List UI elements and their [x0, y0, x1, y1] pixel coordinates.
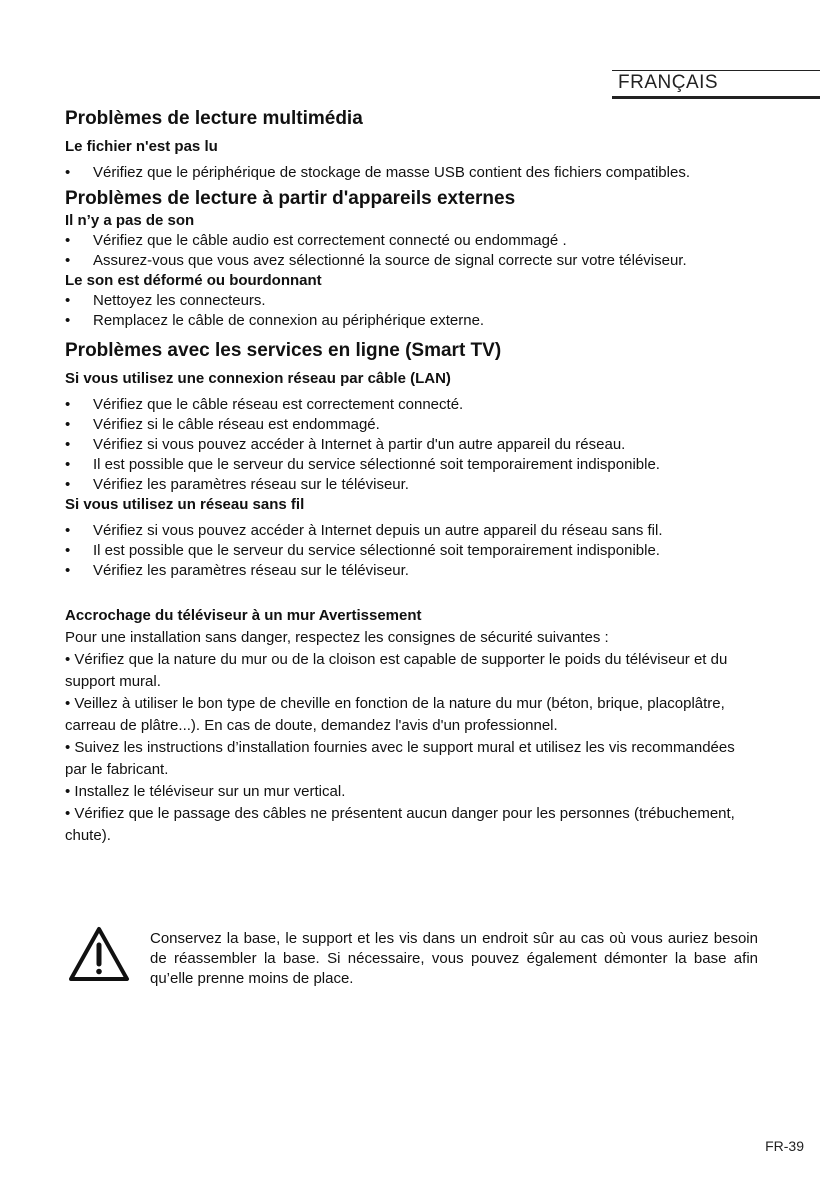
wall-mount-line: • Suivez les instructions d’installation fournies avec le support mural et utilisez les vis recommandées par le fabricant.: [65, 739, 735, 778]
list-item: • Vérifiez que le périphérique de stockage de masse USB contient des fichiers compatibles.: [65, 163, 757, 183]
list-item: • Vérifiez que le câble réseau est correctement connecté.: [65, 395, 757, 415]
section-title-online: Problèmes avec les services en ligne (Smart TV): [65, 340, 502, 361]
wall-mount-section: [65, 605, 757, 847]
list-distorted-sound: [65, 291, 757, 331]
section-title-multimedia: Problèmes de lecture multimédia: [65, 108, 363, 129]
list-item: • Vérifiez les paramètres réseau sur le téléviseur.: [65, 475, 757, 495]
list-item: • Vérifiez si le câble réseau est endommagé.: [65, 415, 757, 435]
document-body: [65, 107, 757, 847]
subsection-file-not-read: Le fichier n'est pas lu: [65, 138, 218, 155]
subsection-lan: Si vous utilisez une connexion réseau par câble (LAN): [65, 370, 451, 387]
warning-text: Conservez la base, le support et les vis dans un endroit sûr au cas où vous auriez besoin de réassembler la base. Si nécessaire, vous pouvez également démonter la base afin qu’elle prenne moins de place.: [150, 930, 758, 987]
list-item: • Il est possible que le serveur du service sélectionné soit temporairement indisponible.: [65, 455, 757, 475]
language-label: FRANÇAIS: [618, 72, 719, 93]
list-item: • Nettoyez les connecteurs.: [65, 291, 757, 311]
list-item: • Vérifiez si vous pouvez accéder à Internet depuis un autre appareil du réseau sans fil.: [65, 521, 757, 541]
list-item: • Remplacez le câble de connexion au périphérique externe.: [65, 311, 757, 331]
page-number: FR-39: [765, 1138, 804, 1154]
section-title-external: Problèmes de lecture à partir d'appareils externes: [65, 188, 516, 209]
list-file-not-read: [65, 163, 757, 183]
warning-triangle-icon: [68, 926, 130, 982]
wall-mount-title: Accrochage du téléviseur à un mur Avertissement: [65, 607, 422, 624]
header-rule-top: [612, 70, 820, 71]
subsection-no-sound: Il n’y a pas de son: [65, 212, 195, 229]
wall-mount-intro: Pour une installation sans danger, respectez les consignes de sécurité suivantes :: [65, 629, 609, 646]
subsection-wireless: Si vous utilisez un réseau sans fil: [65, 496, 305, 513]
list-item: • Vérifiez si vous pouvez accéder à Internet à partir d'un autre appareil du réseau.: [65, 435, 757, 455]
wall-mount-line: • Vérifiez que le passage des câbles ne présentent aucun danger pour les personnes (trébuchement, chute).: [65, 805, 735, 844]
list-lan: [65, 395, 757, 495]
list-item: • Assurez-vous que vous avez sélectionné la source de signal correcte sur votre téléviseur.: [65, 251, 757, 271]
subsection-distorted-sound: Le son est déformé ou bourdonnant: [65, 272, 322, 289]
list-no-sound: [65, 231, 757, 271]
wall-mount-line: • Vérifiez que la nature du mur ou de la cloison est capable de supporter le poids du téléviseur et du support mural.: [65, 651, 728, 690]
list-wireless: [65, 521, 757, 581]
list-item: • Il est possible que le serveur du service sélectionné soit temporairement indisponible.: [65, 541, 757, 561]
header-rule-bottom: [612, 96, 820, 99]
wall-mount-line: • Veillez à utiliser le bon type de cheville en fonction de la nature du mur (béton, brique, placoplâtre, carreau de plâtre...). En cas de doute, demandez l'avis d'un professionnel.: [65, 695, 725, 734]
wall-mount-line: • Installez le téléviseur sur un mur vertical.: [65, 783, 346, 800]
list-item: • Vérifiez les paramètres réseau sur le téléviseur.: [65, 561, 757, 581]
list-item: • Vérifiez que le câble audio est correctement connecté ou endommagé .: [65, 231, 757, 251]
